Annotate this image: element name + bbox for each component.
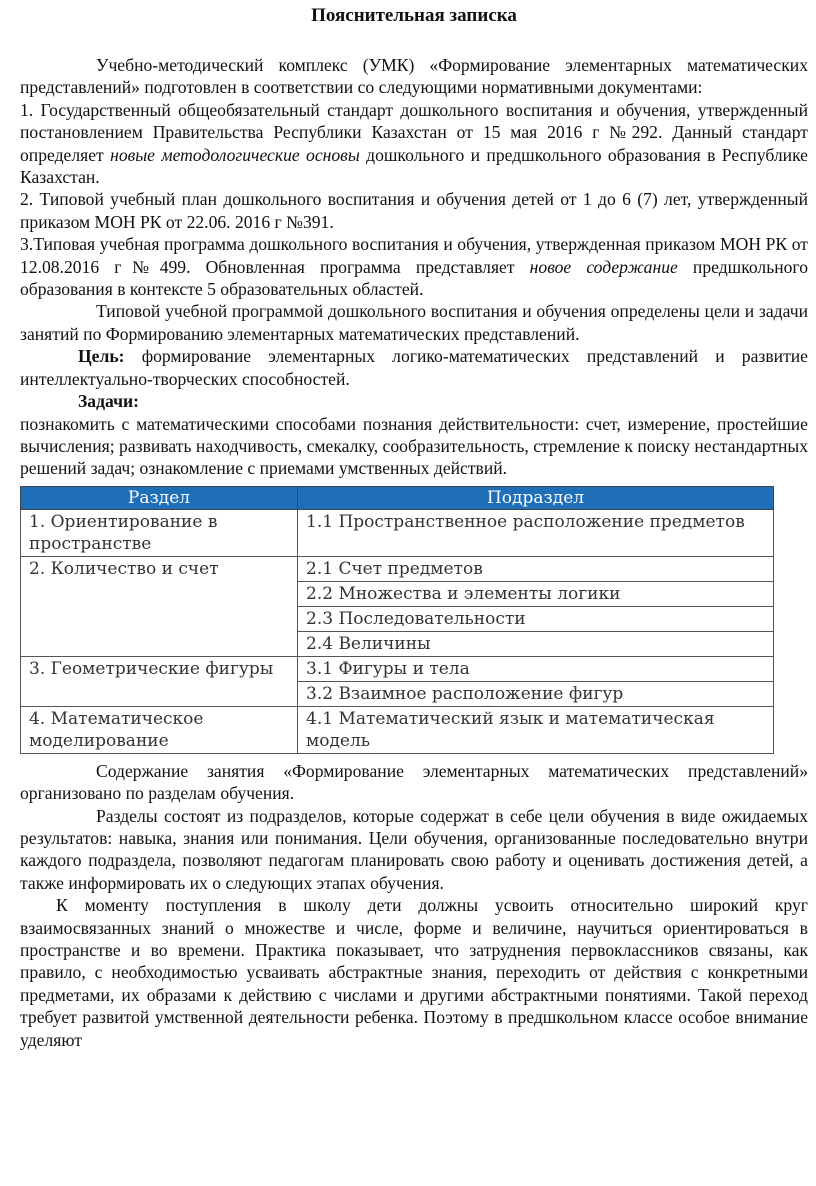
doc1-text-a: 1. Государственный общеобязательный стандарт дошкольного воспитания и обучения, утвержденный постановлением Правительства Республики Казахстан от 15 мая 2016 г №292. Данный стандарт определяет bbox=[20, 99, 808, 165]
school-paragraph: К моменту поступления в школу дети должны усвоить относительно широкий круг взаимосвязанных знаний о множестве и числе, форме и величине, научиться ориентироваться в пространстве и во времени. Практика показывает, что затруднения первоклассников связаны, как правило, с необходимостью усваивать абстрактные знания, переходить от действия с конкретными предметами, их образами к действию с числами и другими абстрактными понятиями. Такой переход требует развитой умственной деятельности ребенка. Поэтому в предшкольном классе особое внимание уделяют bbox=[20, 895, 808, 1050]
goal-paragraph bbox=[20, 345, 808, 390]
section-cell: 4. Математическое моделирование bbox=[21, 706, 298, 753]
normative-doc-1 bbox=[20, 99, 808, 189]
tasks-paragraph: познакомить с математическими способами познания действительности: счет, измерение, простейшие вычисления; развивать находчивость, смекалку, сообразительность, стремление к поиску нестандартных решений задач; ознакомление с приемами умственных действий. bbox=[20, 413, 808, 479]
section-cell: 3. Геометрические фигуры bbox=[21, 656, 298, 706]
table-header-row bbox=[21, 486, 774, 509]
subsection-cell: 2.1 Счет предметов bbox=[298, 556, 774, 581]
doc3-text-a: 3.Типовая учебная программа дошкольного воспитания и обучения, утвержденная приказом МОН РК от 12.08.2016 г№499. Обновленная программа представляет bbox=[20, 234, 808, 277]
doc1-emphasis: новые методологические основы bbox=[110, 144, 360, 165]
table-row bbox=[21, 509, 774, 556]
subsection-cell: 1.1 Пространственное расположение предметов bbox=[298, 509, 774, 556]
intro-paragraph: Учебно-методический комплекс (УМК) «Формирование элементарных математических представлений» подготовлен в соответствии со следующими нормативными документами: bbox=[20, 55, 808, 98]
tasks-heading bbox=[20, 390, 808, 412]
normative-doc-2: 2. Типовой учебный план дошкольного воспитания и обучения детей от 1 до 6 (7) лет, утвержденный приказом МОН РК от 22.06. 2016 г №391. bbox=[20, 189, 808, 232]
table-row bbox=[21, 706, 774, 753]
content-paragraph: Содержание занятия «Формирование элементарных математических представлений» организовано по разделам обучения. bbox=[20, 760, 808, 804]
goal-text: формирование элементарных логико-математических представлений и развитие интеллектуально-творческих способностей. bbox=[20, 346, 808, 389]
table-row bbox=[21, 556, 774, 581]
subsection-cell: 2.2 Множества и элементы логики bbox=[298, 581, 774, 606]
sections-paragraph: Разделы состоят из подразделов, которые содержат в себе цели обучения в виде ожидаемых результатов: навыка, знания или понимания. Цели обучения, организованные последовательно внутри каждого подраздела, позволяют педагогам планировать свою работу и оценивать достижения детей, а также информировать их о следующих этапах обучения. bbox=[20, 805, 808, 893]
header-subsection: Подраздел bbox=[298, 486, 774, 509]
sections-table bbox=[20, 486, 774, 754]
section-cell: 1. Ориентирование в пространстве bbox=[21, 509, 298, 556]
normative-doc-3 bbox=[20, 233, 808, 300]
plan-paragraph: Типовой учебной программой дошкольного воспитания и обучения определены цели и задачи занятий по Формированию элементарных математических представлений. bbox=[20, 301, 808, 344]
doc1-text-b: дошкольного и предшкольного образования в Республике Казахстан. bbox=[20, 144, 808, 188]
subsection-cell: 2.4 Величины bbox=[298, 631, 774, 656]
subsection-cell: 3.1 Фигуры и тела bbox=[298, 656, 774, 681]
subsection-cell: 3.2 Взаимное расположение фигур bbox=[298, 681, 774, 706]
goal-label: Цель: bbox=[78, 346, 125, 367]
document-title: Пояснительная записка bbox=[311, 5, 517, 26]
header-section: Раздел bbox=[21, 486, 298, 509]
subsection-cell: 4.1 Математический язык и математическая модель bbox=[298, 706, 774, 753]
subsection-cell: 2.3 Последовательности bbox=[298, 606, 774, 631]
tasks-label: Задачи: bbox=[78, 391, 139, 412]
table-row bbox=[21, 656, 774, 681]
doc3-text-b: предшкольного образования в контексте 5 образовательных областей. bbox=[20, 256, 808, 300]
section-cell: 2. Количество и счет bbox=[21, 556, 298, 656]
doc3-emphasis: новое содержание bbox=[529, 256, 678, 277]
